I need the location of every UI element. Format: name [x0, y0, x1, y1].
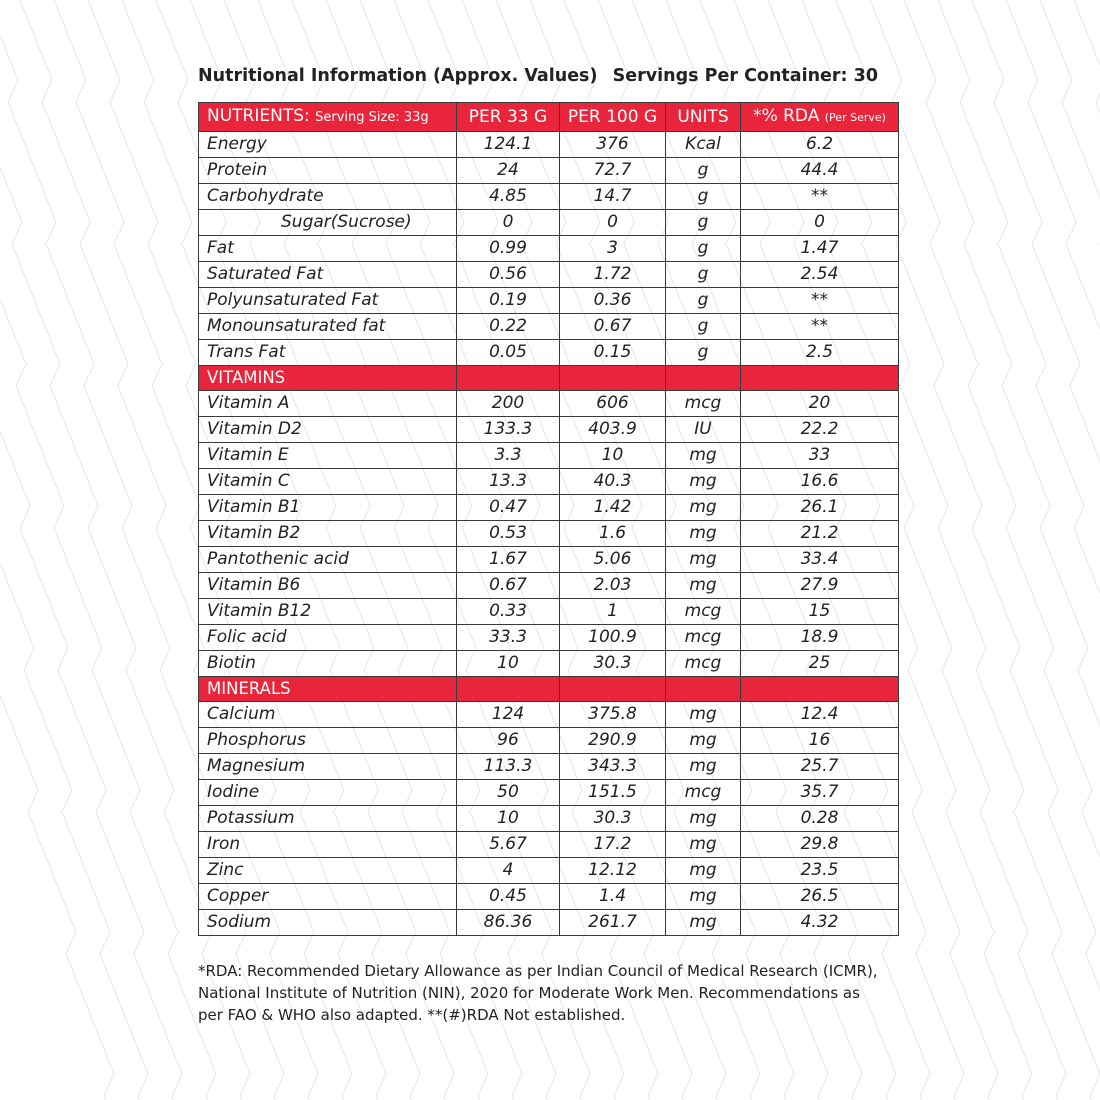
value-rda: 6.2: [741, 132, 899, 158]
table-row: [199, 573, 899, 599]
value-per100: 2.03: [560, 573, 666, 599]
value-rda: 2.54: [741, 262, 899, 288]
table-row: [199, 651, 899, 677]
nutrient-name: Iodine: [199, 780, 457, 806]
value-per100: 14.7: [560, 184, 666, 210]
value-per100: 151.5: [560, 780, 666, 806]
value-unit: mg: [666, 832, 741, 858]
value-per100: 10: [560, 443, 666, 469]
table-row: [199, 210, 899, 236]
table-row: [199, 262, 899, 288]
value-per100: 403.9: [560, 417, 666, 443]
nutrient-name: Folic acid: [199, 625, 457, 651]
value-per100: 3: [560, 236, 666, 262]
value-per33: 0.05: [457, 340, 560, 366]
value-per33: 10: [457, 651, 560, 677]
value-per100: 0.67: [560, 314, 666, 340]
value-per33: 113.3: [457, 754, 560, 780]
value-per33: 200: [457, 391, 560, 417]
value-unit: g: [666, 236, 741, 262]
header-rda-per-serve: (Per Serve): [824, 111, 886, 124]
table-row: [199, 754, 899, 780]
value-unit: g: [666, 288, 741, 314]
value-per100: 17.2: [560, 832, 666, 858]
value-unit: mg: [666, 728, 741, 754]
value-rda: **: [741, 314, 899, 340]
value-per100: 1: [560, 599, 666, 625]
header-rda-cell: [741, 103, 899, 132]
value-rda: 1.47: [741, 236, 899, 262]
nutrient-name: Calcium: [199, 702, 457, 728]
value-per100: 343.3: [560, 754, 666, 780]
table-row: [199, 702, 899, 728]
value-per100: 0.36: [560, 288, 666, 314]
table-row: [199, 832, 899, 858]
nutrient-name: Energy: [199, 132, 457, 158]
value-unit: mg: [666, 702, 741, 728]
value-rda: 12.4: [741, 702, 899, 728]
value-unit: g: [666, 184, 741, 210]
table-row: [199, 521, 899, 547]
value-rda: 44.4: [741, 158, 899, 184]
value-rda: 35.7: [741, 780, 899, 806]
header-rda-label: *% RDA: [753, 106, 820, 126]
nutrition-table: [198, 102, 899, 936]
nutrient-name: Vitamin B6: [199, 573, 457, 599]
nutrient-name: Potassium: [199, 806, 457, 832]
value-unit: mg: [666, 547, 741, 573]
value-unit: mg: [666, 754, 741, 780]
nutrient-name: Vitamin D2: [199, 417, 457, 443]
rda-footnote: [198, 960, 898, 1026]
table-row: [199, 417, 899, 443]
table-row: [199, 728, 899, 754]
nutrient-name: Monounsaturated fat: [199, 314, 457, 340]
value-unit: mg: [666, 858, 741, 884]
value-unit: g: [666, 314, 741, 340]
nutrient-name: Vitamin A: [199, 391, 457, 417]
nutrient-name: Zinc: [199, 858, 457, 884]
value-unit: mcg: [666, 651, 741, 677]
value-rda: 20: [741, 391, 899, 417]
value-unit: mg: [666, 884, 741, 910]
value-per33: 0.22: [457, 314, 560, 340]
section-empty-cell: [560, 366, 666, 391]
value-rda: 0.28: [741, 806, 899, 832]
value-per33: 0.33: [457, 599, 560, 625]
value-rda: 33.4: [741, 547, 899, 573]
value-per100: 40.3: [560, 469, 666, 495]
section-empty-cell: [457, 677, 560, 702]
section-empty-cell: [741, 366, 899, 391]
nutrient-name: Magnesium: [199, 754, 457, 780]
value-per33: 5.67: [457, 832, 560, 858]
value-unit: mg: [666, 806, 741, 832]
value-per100: 5.06: [560, 547, 666, 573]
nutrient-name: Saturated Fat: [199, 262, 457, 288]
value-per100: 0.15: [560, 340, 666, 366]
value-per100: 606: [560, 391, 666, 417]
footnote-line-2: National Institute of Nutrition (NIN), 2020 for Moderate Work Men. Recommendations as: [198, 984, 860, 1002]
value-per33: 86.36: [457, 910, 560, 936]
header-nutrients-cell: [199, 103, 457, 132]
value-unit: g: [666, 210, 741, 236]
value-rda: 2.5: [741, 340, 899, 366]
value-rda: 25.7: [741, 754, 899, 780]
nutrient-name: Vitamin B12: [199, 599, 457, 625]
section-header-row: [199, 366, 899, 391]
value-per100: 100.9: [560, 625, 666, 651]
value-rda: 22.2: [741, 417, 899, 443]
value-unit: mcg: [666, 780, 741, 806]
value-rda: 33: [741, 443, 899, 469]
value-per33: 0.56: [457, 262, 560, 288]
section-empty-cell: [666, 366, 741, 391]
table-row: [199, 858, 899, 884]
value-unit: mg: [666, 910, 741, 936]
nutrient-name: Sodium: [199, 910, 457, 936]
nutrient-name: Pantothenic acid: [199, 547, 457, 573]
table-row: [199, 910, 899, 936]
nutrient-name: Vitamin C: [199, 469, 457, 495]
value-unit: mg: [666, 469, 741, 495]
value-rda: 4.32: [741, 910, 899, 936]
value-unit: mcg: [666, 391, 741, 417]
value-unit: mg: [666, 521, 741, 547]
value-per33: 0.53: [457, 521, 560, 547]
value-rda: 26.1: [741, 495, 899, 521]
value-rda: 0: [741, 210, 899, 236]
value-per100: 30.3: [560, 806, 666, 832]
header-units: UNITS: [666, 103, 741, 132]
table-row: [199, 599, 899, 625]
nutrient-name: Trans Fat: [199, 340, 457, 366]
nutrient-name: Biotin: [199, 651, 457, 677]
table-row: [199, 184, 899, 210]
nutrient-name: Iron: [199, 832, 457, 858]
value-unit: g: [666, 340, 741, 366]
section-header-row: [199, 677, 899, 702]
table-row: [199, 884, 899, 910]
servings-per-container: Servings Per Container: 30: [612, 66, 878, 86]
value-per33: 24: [457, 158, 560, 184]
value-per100: 376: [560, 132, 666, 158]
table-row: [199, 236, 899, 262]
value-unit: mg: [666, 573, 741, 599]
footnote-line-1: *RDA: Recommended Dietary Allowance as per Indian Council of Medical Research (ICMR),: [198, 962, 878, 980]
nutrient-name: Carbohydrate: [199, 184, 457, 210]
value-per100: 261.7: [560, 910, 666, 936]
value-per33: 124: [457, 702, 560, 728]
nutrition-table-body: [199, 103, 899, 936]
table-row: [199, 495, 899, 521]
value-per100: 1.72: [560, 262, 666, 288]
value-rda: 21.2: [741, 521, 899, 547]
footnote-line-3: per FAO & WHO also adapted. **(#)RDA Not established.: [198, 1006, 626, 1024]
value-rda: **: [741, 288, 899, 314]
nutrient-name: Copper: [199, 884, 457, 910]
value-per100: 1.6: [560, 521, 666, 547]
value-per33: 96: [457, 728, 560, 754]
value-rda: 26.5: [741, 884, 899, 910]
value-per33: 0.19: [457, 288, 560, 314]
value-per33: 4: [457, 858, 560, 884]
value-per33: 0.47: [457, 495, 560, 521]
value-per100: 12.12: [560, 858, 666, 884]
value-rda: 27.9: [741, 573, 899, 599]
table-row: [199, 780, 899, 806]
value-per33: 0.99: [457, 236, 560, 262]
value-per33: 1.67: [457, 547, 560, 573]
value-per33: 13.3: [457, 469, 560, 495]
value-per33: 4.85: [457, 184, 560, 210]
value-rda: 16: [741, 728, 899, 754]
value-per100: 1.4: [560, 884, 666, 910]
table-row: [199, 158, 899, 184]
nutrient-name: Sugar(Sucrose): [199, 210, 457, 236]
nutrient-name: Protein: [199, 158, 457, 184]
value-per33: 3.3: [457, 443, 560, 469]
value-per100: 290.9: [560, 728, 666, 754]
table-header-row: [199, 103, 899, 132]
value-unit: mcg: [666, 625, 741, 651]
value-per33: 0.67: [457, 573, 560, 599]
value-per33: 33.3: [457, 625, 560, 651]
section-empty-cell: [666, 677, 741, 702]
nutrition-title: Nutritional Information (Approx. Values): [198, 66, 598, 86]
value-rda: 23.5: [741, 858, 899, 884]
value-unit: mcg: [666, 599, 741, 625]
header-serving-size: Serving Size: 33g: [315, 110, 429, 125]
value-rda: 25: [741, 651, 899, 677]
value-per100: 72.7: [560, 158, 666, 184]
value-per33: 50: [457, 780, 560, 806]
value-rda: **: [741, 184, 899, 210]
value-rda: 16.6: [741, 469, 899, 495]
value-unit: Kcal: [666, 132, 741, 158]
table-row: [199, 132, 899, 158]
value-per100: 375.8: [560, 702, 666, 728]
value-per100: 30.3: [560, 651, 666, 677]
nutrient-name: Vitamin B1: [199, 495, 457, 521]
section-title: VITAMINS: [199, 366, 457, 391]
value-unit: mg: [666, 495, 741, 521]
value-per33: 0.45: [457, 884, 560, 910]
nutrient-name: Fat: [199, 236, 457, 262]
header-per100: PER 100 G: [560, 103, 666, 132]
table-row: [199, 314, 899, 340]
section-empty-cell: [560, 677, 666, 702]
section-empty-cell: [741, 677, 899, 702]
section-empty-cell: [457, 366, 560, 391]
header-nutrients-label: NUTRIENTS:: [207, 106, 310, 126]
value-per33: 124.1: [457, 132, 560, 158]
value-unit: g: [666, 262, 741, 288]
nutrient-name: Polyunsaturated Fat: [199, 288, 457, 314]
value-unit: g: [666, 158, 741, 184]
table-row: [199, 288, 899, 314]
value-rda: 15: [741, 599, 899, 625]
value-unit: mg: [666, 443, 741, 469]
value-per33: 0: [457, 210, 560, 236]
nutrient-name: Vitamin B2: [199, 521, 457, 547]
value-per33: 133.3: [457, 417, 560, 443]
header: [198, 66, 898, 92]
nutrient-name: Phosphorus: [199, 728, 457, 754]
table-row: [199, 625, 899, 651]
value-unit: IU: [666, 417, 741, 443]
section-title: MINERALS: [199, 677, 457, 702]
table-row: [199, 340, 899, 366]
header-per33: PER 33 G: [457, 103, 560, 132]
value-per33: 10: [457, 806, 560, 832]
value-per100: 1.42: [560, 495, 666, 521]
table-row: [199, 391, 899, 417]
table-row: [199, 547, 899, 573]
value-rda: 18.9: [741, 625, 899, 651]
nutrient-name: Vitamin E: [199, 443, 457, 469]
value-rda: 29.8: [741, 832, 899, 858]
table-row: [199, 469, 899, 495]
value-per100: 0: [560, 210, 666, 236]
table-row: [199, 443, 899, 469]
table-row: [199, 806, 899, 832]
